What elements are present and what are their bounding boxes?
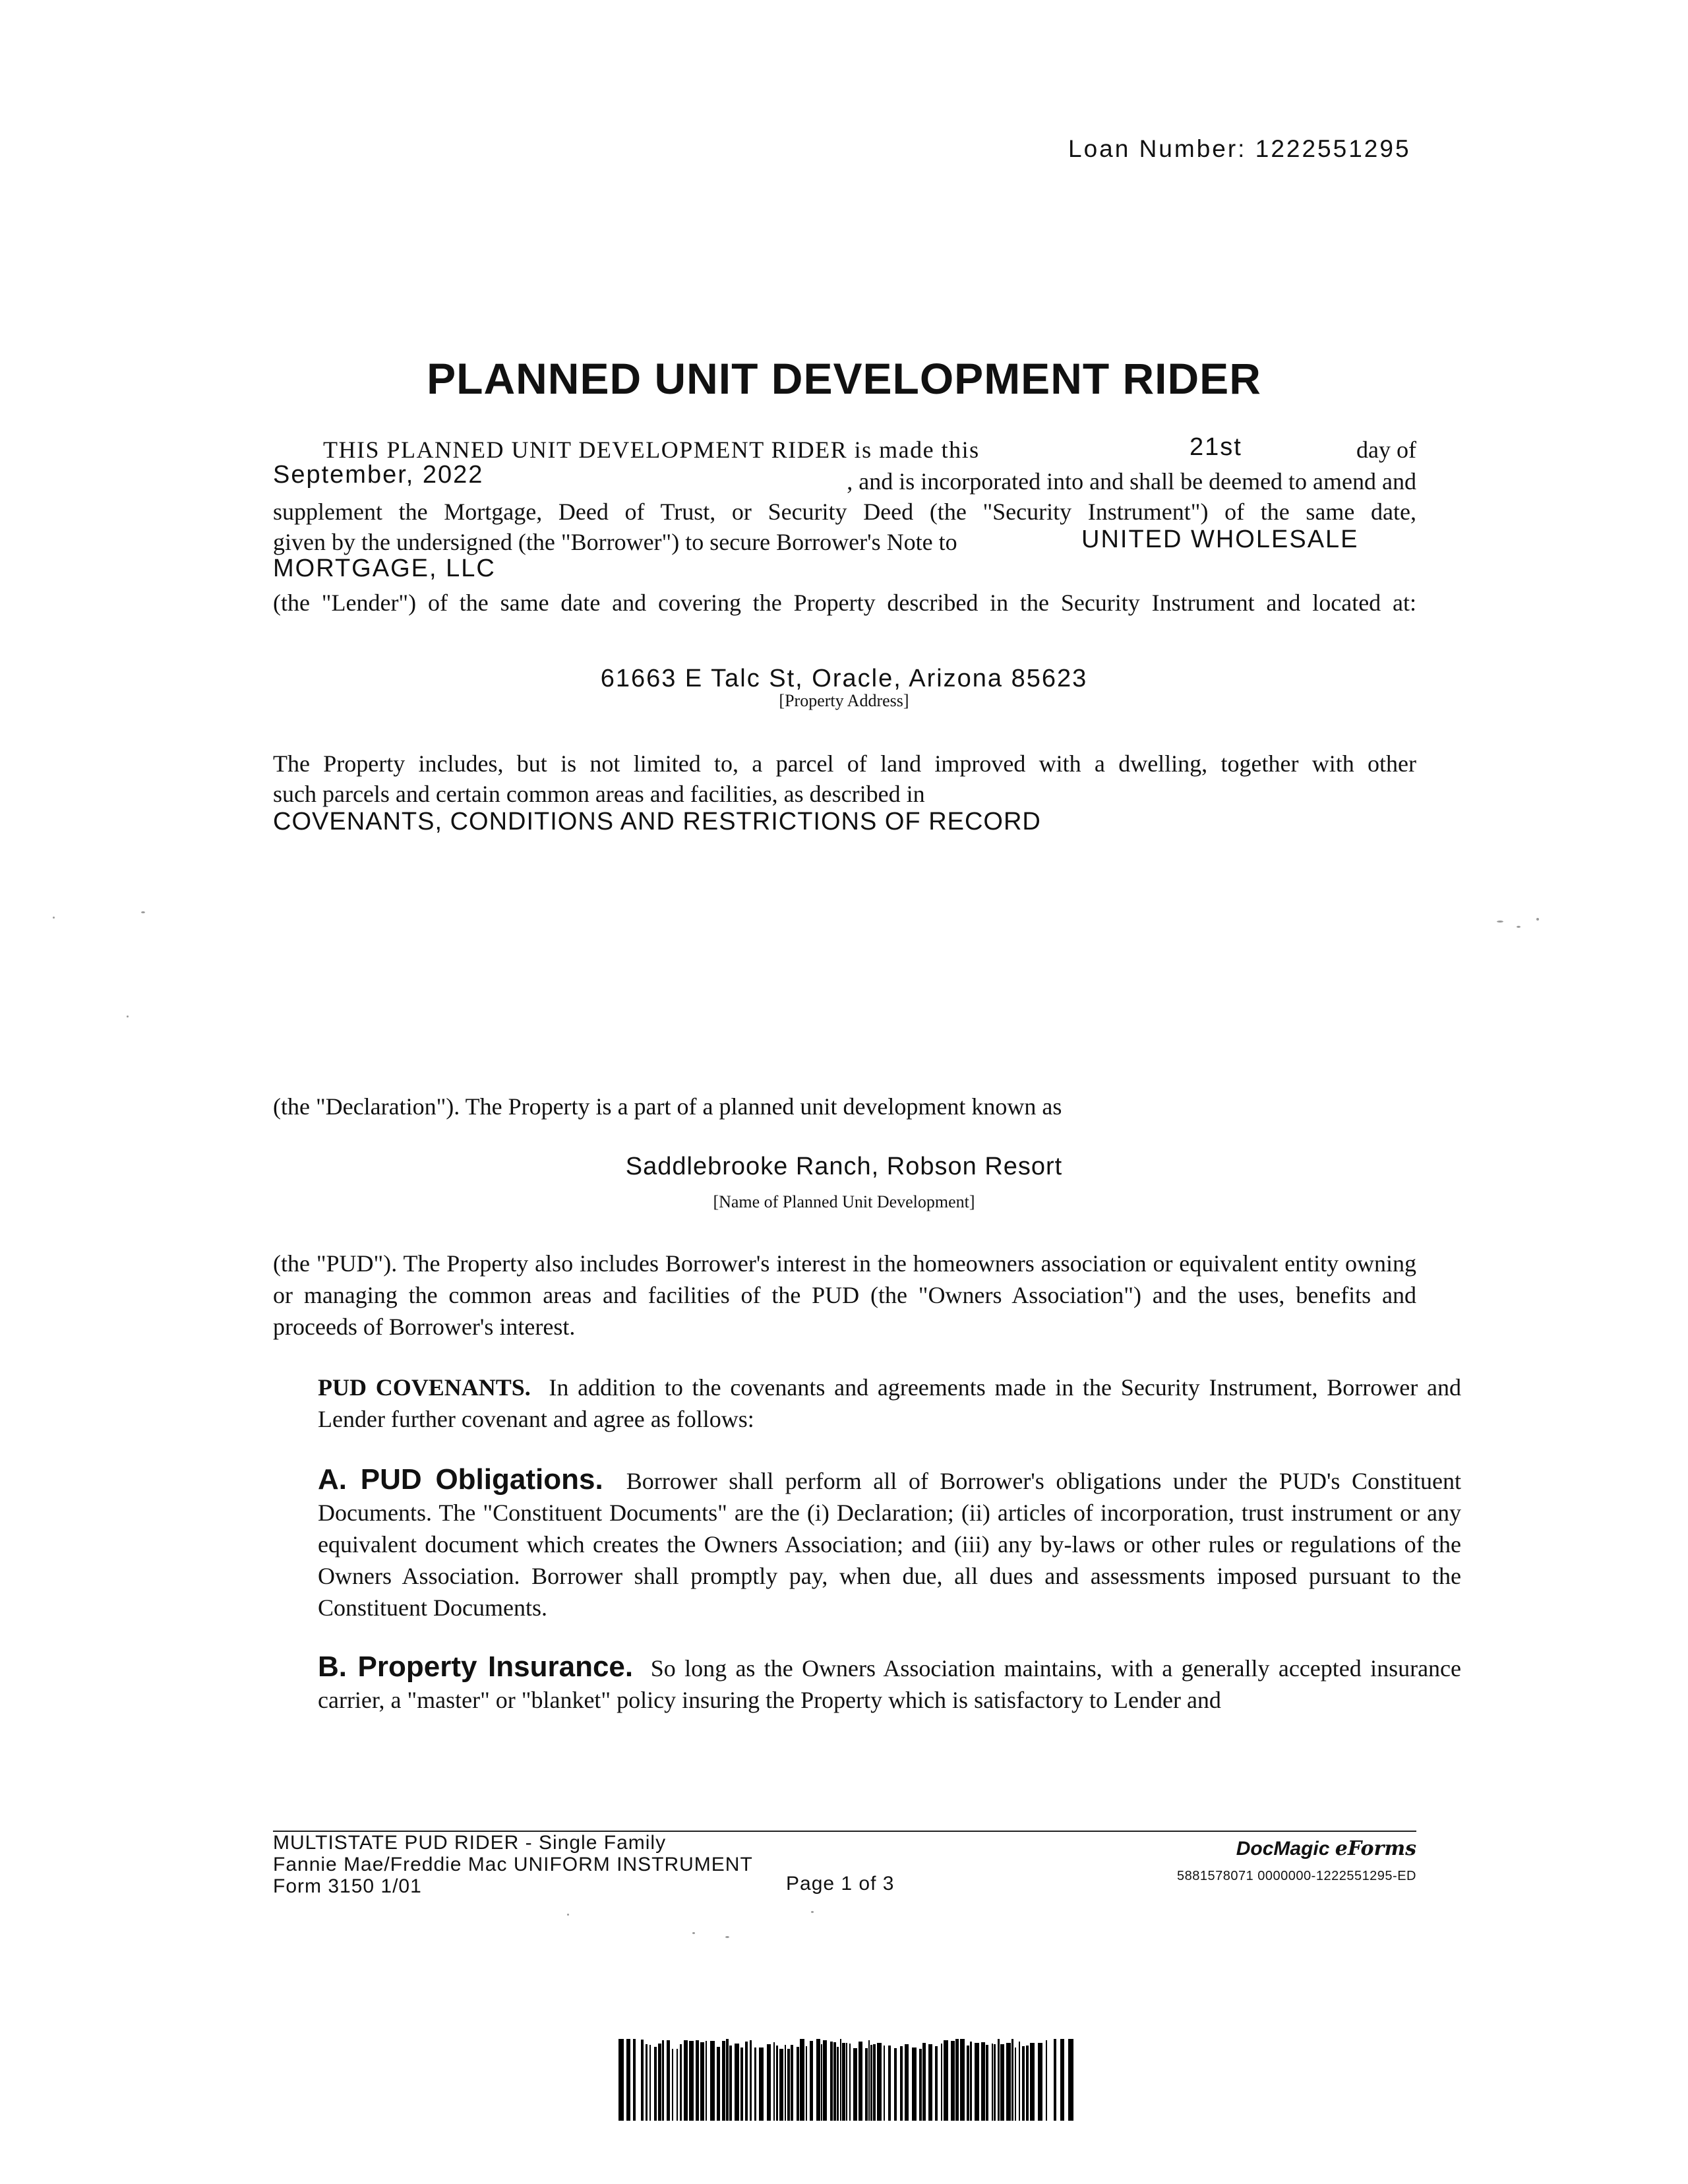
lender-name-line-2: MORTGAGE, LLC xyxy=(273,555,496,582)
section-a-heading: A. PUD Obligations. xyxy=(318,1463,603,1496)
docmagic-logo xyxy=(1213,1837,1416,1860)
scan-speck xyxy=(1497,921,1503,923)
property-address-value: 61663 E Talc St, Oracle, Arizona 85623 xyxy=(600,665,1088,692)
declaration-paragraph: (the "Declaration"). The Property is a part of a planned unit development known as xyxy=(273,1093,1062,1120)
property-line-2: such parcels and certain common areas and facilities, as described in xyxy=(273,781,925,807)
section-a xyxy=(273,1464,1461,1623)
scan-speck xyxy=(127,1016,129,1017)
scan-speck xyxy=(141,911,145,913)
scan-speck xyxy=(567,1914,569,1916)
scan-speck xyxy=(1536,918,1539,921)
section-b-heading: B. Property Insurance. xyxy=(318,1651,634,1683)
scan-speck xyxy=(53,917,55,919)
footer-form-line-2: Fannie Mae/Freddie Mac UNIFORM INSTRUMENT xyxy=(273,1854,753,1875)
covenants-heading: PUD COVENANTS. xyxy=(318,1374,531,1401)
section-b xyxy=(273,1651,1461,1716)
docmagic-brand: DocMagic xyxy=(1236,1838,1330,1860)
property-paragraph xyxy=(273,748,1416,837)
intro-line-4: given by the undersigned (the "Borrower") to secure Borrower's Note to UNITED WHOLESALE xyxy=(273,526,1416,555)
section-b-text: So long as the Owners Association maintains, with a generally accepted insurance carrier, a "master" or "blanket" policy insuring the Property which is satisfactory to Lender and xyxy=(318,1655,1462,1713)
date-value: September, 2022 xyxy=(273,461,484,489)
pud-name-value: Saddlebrooke Ranch, Robson Resort xyxy=(625,1153,1063,1180)
scan-speck xyxy=(1517,926,1521,928)
declaration-value: COVENANTS, CONDITIONS AND RESTRICTIONS OF RECORD xyxy=(273,808,1041,835)
day-value: 21st xyxy=(1190,433,1242,461)
pud-name-caption: [Name of Planned Unit Development] xyxy=(713,1192,975,1211)
intro-line-2: September, 2022 , and is incorporated into and shall be deemed to amend and xyxy=(273,466,1416,496)
pud-paragraph: (the "PUD"). The Property also includes Borrower's interest in the homeowners association or equivalent entity owning or managing the common areas and facilities of the PUD (the "Owners Association") and the uses, benefits and proceeds of Borrower's interest. xyxy=(273,1250,1416,1340)
day-of-text: day of xyxy=(1356,437,1416,463)
scan-speck xyxy=(725,1936,729,1938)
intro-line-3: supplement the Mortgage, Deed of Trust, or Security Deed (the "Security Instrument") of the same date, xyxy=(273,499,1416,525)
covenants-paragraph xyxy=(273,1372,1461,1435)
lender-name-line-1: UNITED WHOLESALE xyxy=(1081,526,1359,553)
intro-paragraph xyxy=(273,434,1416,619)
footer-page-number: Page 1 of 3 xyxy=(786,1873,895,1895)
intro-line-6: (the "Lender") of the same date and covering the Property described in the Security Instrument and located at: xyxy=(273,590,1416,616)
loan-number-label: Loan Number: xyxy=(1068,135,1247,162)
footer-form-line-1: MULTISTATE PUD RIDER - Single Family xyxy=(273,1832,667,1854)
document-title: PLANNED UNIT DEVELOPMENT RIDER xyxy=(427,354,1261,403)
loan-number xyxy=(1068,135,1411,163)
footer-form-info xyxy=(273,1832,753,1897)
eforms-brand: eForms xyxy=(1335,1837,1416,1860)
loan-number-value: 1222551295 xyxy=(1255,135,1411,162)
scan-speck xyxy=(811,1911,814,1913)
intro-line-1: THIS PLANNED UNIT DEVELOPMENT RIDER is made this 21st day of xyxy=(273,434,1416,466)
scan-speck xyxy=(692,1932,695,1934)
section-a-text: Borrower shall perform all of Borrower's obligations under the PUD's Constituent Documents. The "Constituent Documents" are the (i) Declaration; (ii) articles of incorporation, trust instrument or any equivalent document which creates the Owners Association; and (iii) any by-laws or other rules or regulations of the Owners Association. Borrower shall promptly pay, when due, all dues and assessments imposed pursuant to the Constituent Documents. xyxy=(318,1468,1461,1621)
footer-form-line-3: Form 3150 1/01 xyxy=(273,1875,422,1897)
barcode-graphic xyxy=(618,2039,1073,2121)
property-line-1: The Property includes, but is not limited to, a parcel of land improved with a dwelling, together with other xyxy=(273,750,1416,777)
property-address-caption: [Property Address] xyxy=(779,691,909,710)
covenants-text: In addition to the covenants and agreements made in the Security Instrument, Borrower and Lender further covenant and agree as follows: xyxy=(318,1374,1461,1432)
footer-document-code: 5881578071 0000000-1222551295-ED xyxy=(1177,1869,1416,1883)
